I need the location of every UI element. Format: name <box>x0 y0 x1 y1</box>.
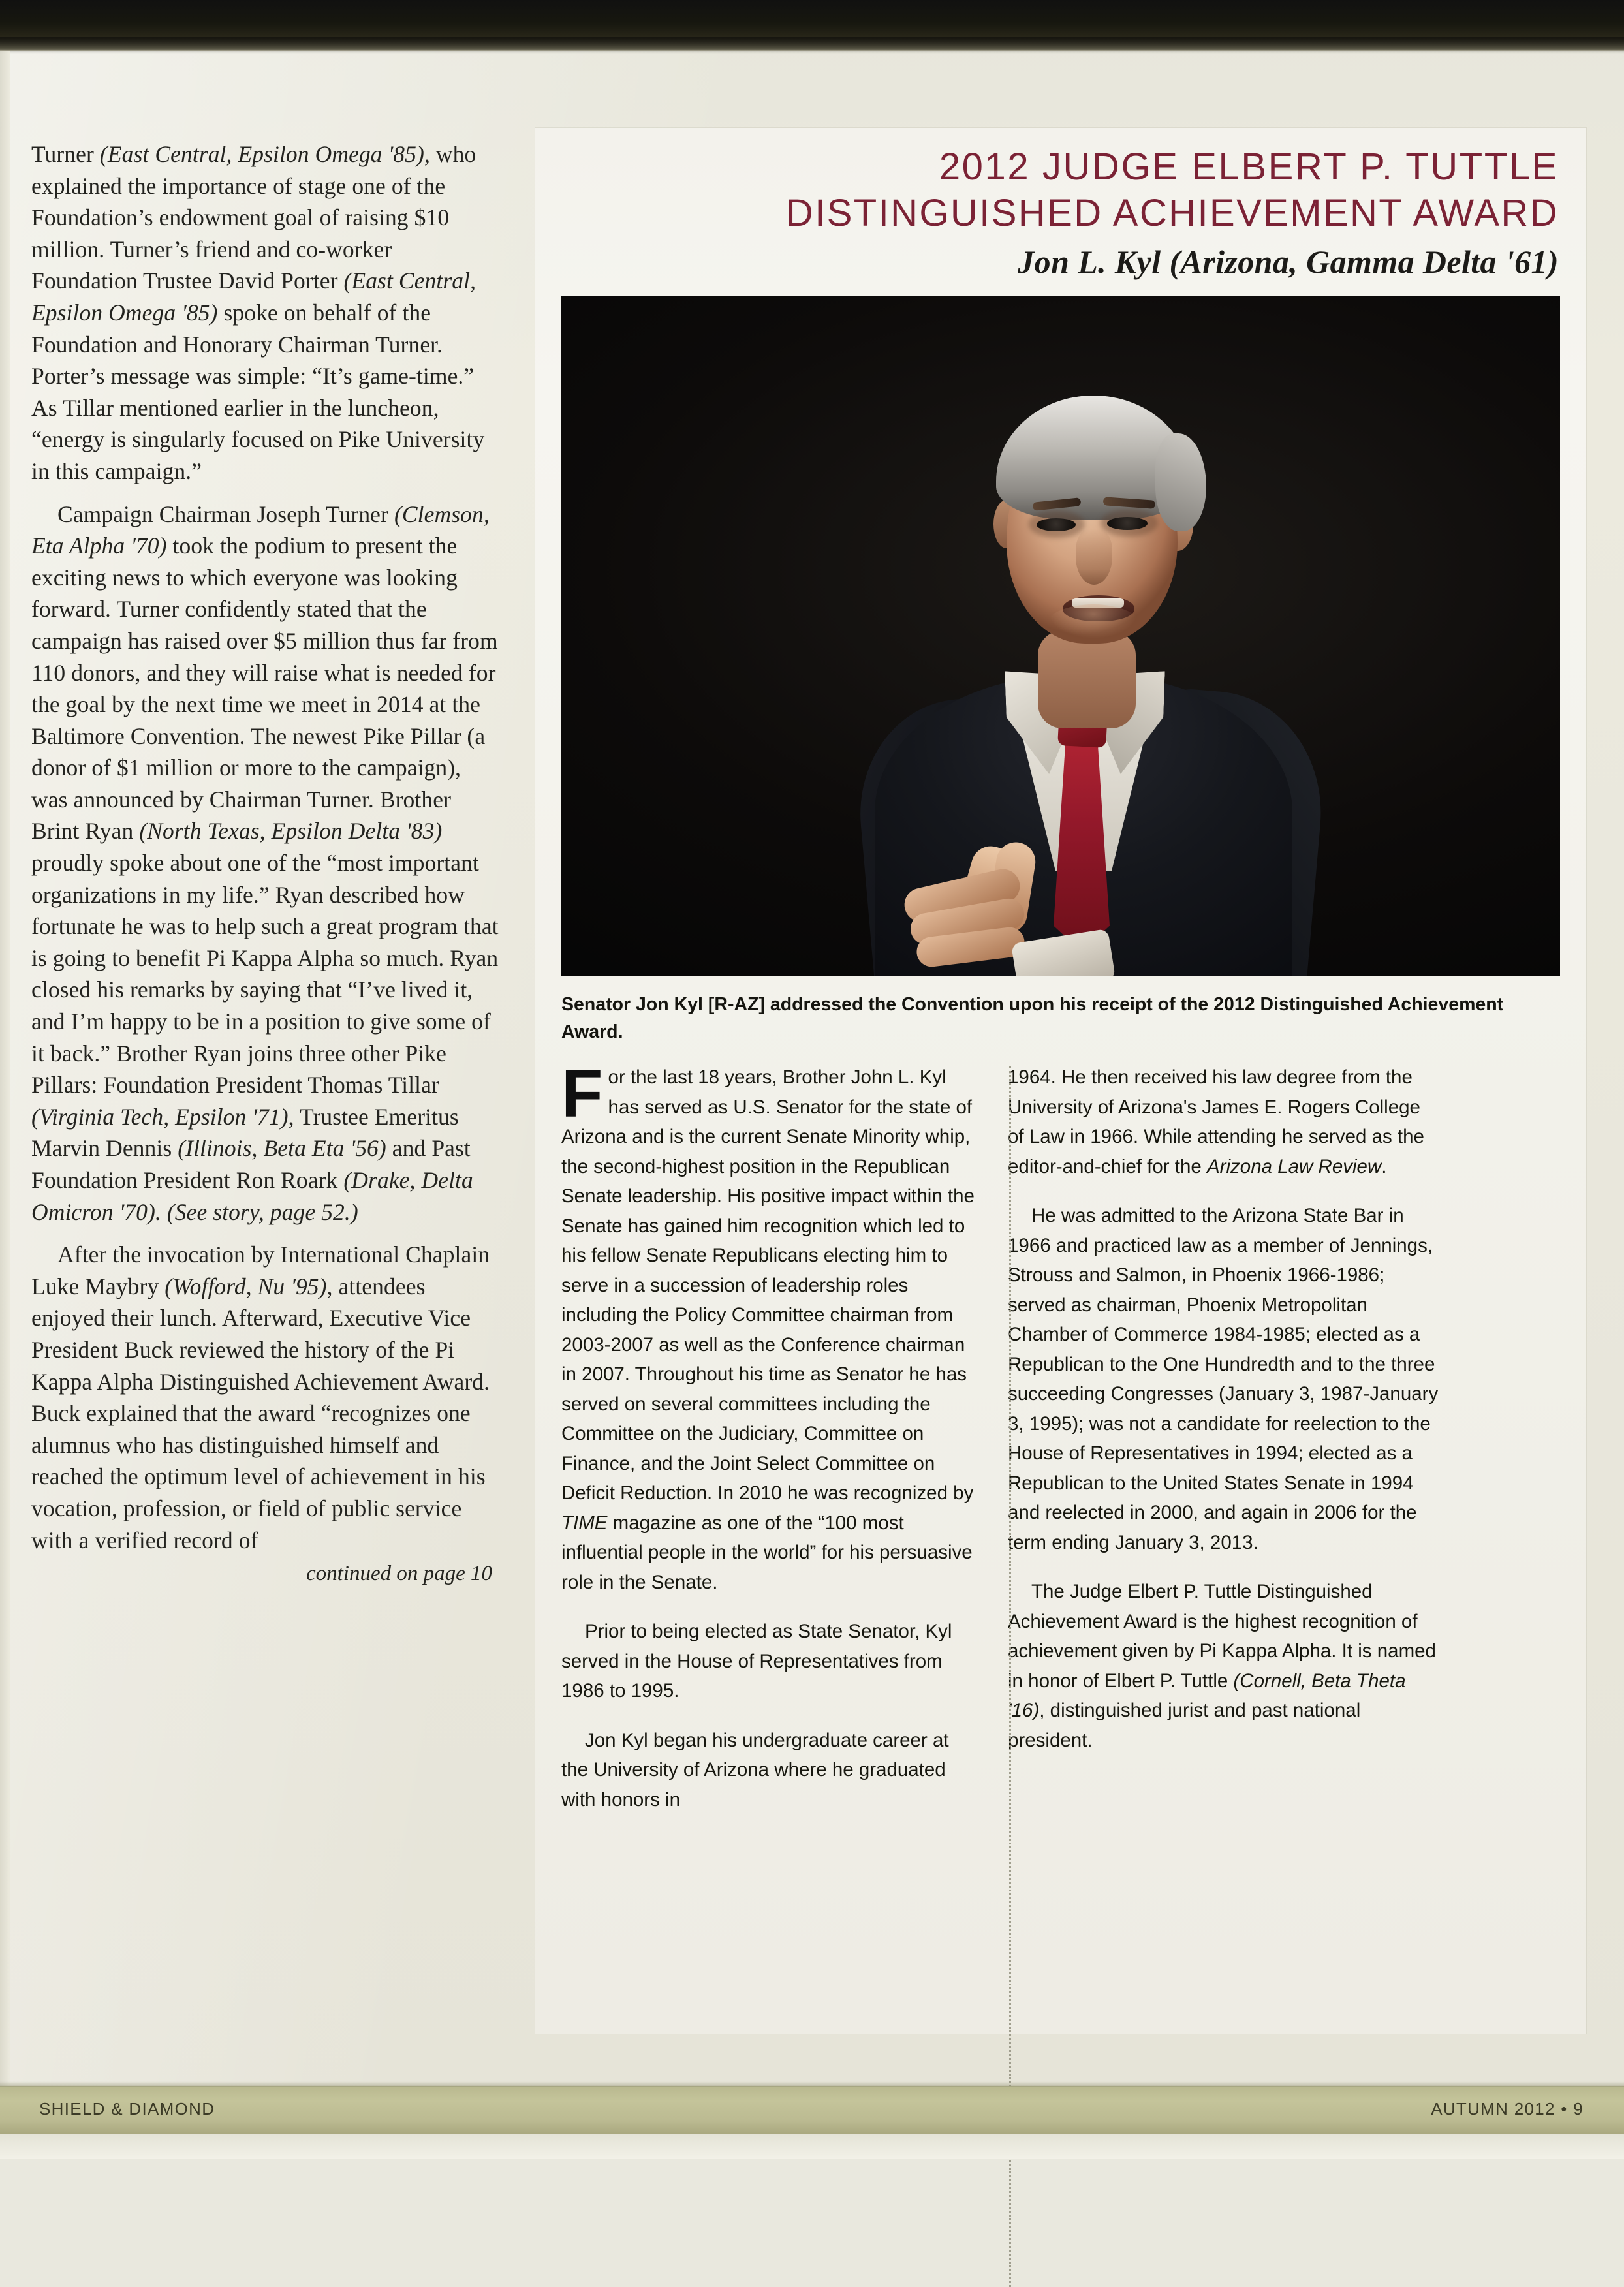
chin <box>1043 604 1144 653</box>
nose <box>1076 529 1112 585</box>
scan-top-band <box>0 0 1624 51</box>
award-body-middle-column <box>561 1056 979 1814</box>
page-bottom-edge <box>0 2134 1624 2159</box>
photo-subject <box>777 335 1364 976</box>
body-paragraph-5: He was admitted to the Arizona State Bar in 1966 and practiced law as a member of Jennings, Strouss and Salmon, in Phoenix 1966-1986; served as chairman, Phoenix Metropolitan Chamber of Commerce 1984-1985; elected as a Republican to the One Hundredth and to the three succeeding Congresses (January 3, 1987-January 3, 1995); was not a candidate for reelection to the House of Representatives in 1994; elected as a Republican to the United States Senate in 1994 and reelected in 2000, and again in 2006 for the term ending January 3, 2013. <box>1008 1205 1439 1553</box>
body-paragraph-1-text: or the last 18 years, Brother John L. Kyl has served as U.S. Senator for the state of Arizona and is the current Senate Minority whip, the second-highest position in the Republican Senate leadership. His positive impact within the Senate has gained him recognition which led to his fellow Senate Republicans electing him to serve in a succession of leadership roles including the Policy Committee chairman from 2003-2007 as well as the Conference chairman in 2007. Throughout his time as Senator he has served on several committees including the Committee on the Judiciary, Committee on Finance, and the Joint Select Committee on Deficit Reduction. In 2010 he was recognized by TIME magazine as one of the “100 most influential people in the world” for his persuasive role in the Senate. <box>561 1066 975 1593</box>
left-article-column <box>31 138 503 1589</box>
award-body-right-column <box>979 1063 1439 1814</box>
drop-cap: F <box>561 1056 603 1132</box>
eye-left <box>1037 518 1076 531</box>
hair-side <box>1155 433 1206 531</box>
clasped-hands <box>886 838 1102 976</box>
footer-issue-and-page: AUTUMN 2012 • 9 <box>1431 2099 1584 2119</box>
body-paragraph-1 <box>561 1056 979 1597</box>
page-footer-band <box>0 2086 1624 2134</box>
senator-kyl-photo <box>561 296 1560 976</box>
footer-publication-name: SHIELD & DIAMOND <box>39 2099 215 2119</box>
award-panel <box>535 128 1586 2034</box>
left-paragraph-3: After the invocation by International Chaplain Luke Maybry (Wofford, Nu '95), attendees enjoyed their lunch. Afterward, Executive Vice President Buck reviewed the history of the Pi Kappa Alpha Distinguished Achievement Award. Buck explained that the award “recognizes one alumnus who has distinguished himself and reached the optimum level of achievement in his vocation, profession, or field of public service with a verified record of <box>31 1241 490 1553</box>
award-headline-block <box>535 128 1586 287</box>
eye-right <box>1107 517 1148 530</box>
body-paragraph-2: Prior to being elected as State Senator, Kyl served in the House of Representatives from 1986 to 1995. <box>561 1621 952 1702</box>
body-paragraph-6: The Judge Elbert P. Tuttle Distinguished Achievement Award is the highest recognition of achievement given by Pi Kappa Alpha. It is named in honor of Elbert P. Tuttle (Cornell, Beta Theta '16), distinguished jurist and past national president. <box>1008 1581 1436 1751</box>
award-headline-line1: 2012 JUDGE ELBERT P. TUTTLE <box>939 146 1559 188</box>
body-paragraph-3: Jon Kyl began his undergraduate career at the University of Arizona where he graduated with honors in <box>561 1729 949 1811</box>
body-paragraph-4: 1964. He then received his law degree from the University of Arizona's James E. Rogers College of Law in 1966. While attending he served as the editor-and-chief for the Arizona Law Review. <box>1008 1066 1424 1177</box>
photo-caption: Senator Jon Kyl [R-AZ] addressed the Convention upon his receipt of the 2012 Distinguished Achievement Award. <box>561 994 1504 1042</box>
left-paragraph-1: Turner (East Central, Epsilon Omega '85), who explained the importance of stage one of the Foundation’s endowment goal of raising $10 million. Turner’s friend and co-worker Foundation Trustee David Porter (East Central, Epsilon Omega '85) spoke on behalf of the Foundation and Honorary Chairman Turner. Porter’s message was simple: “It’s game-time.” As Tillar mentioned earlier in the luncheon, “energy is singularly focused on Pike University in this campaign.” <box>31 141 485 484</box>
award-headline-line2: DISTINGUISHED ACHIEVEMENT AWARD <box>785 192 1559 234</box>
shirt-cuff <box>1011 929 1116 976</box>
left-paragraph-2: Campaign Chairman Joseph Turner (Clemson, Eta Alpha '70) took the podium to present the exciting news to which everyone was looking forward. Turner confidently stated that the campaign has raised over $5 million thus far from 110 donors, and they will raise what is needed for the goal by the next time we meet in 2014 at the Baltimore Convention. The newest Pike Pillar (a donor of $1 million or more to the campaign), was announced by Chairman Turner. Brother Brint Ryan (North Texas, Epsilon Delta '83) proudly spoke about one of the “most important organizations in my life.” Ryan described how fortunate he was to help such a great program that is going to benefit Pi Kappa Alpha so much. Ryan closed his remarks by saying that “I’ve lived it, and I’m happy to be in a position to give some of it back.” Brother Ryan joins three other Pike Pillars: Foundation President Thomas Tillar (Virginia Tech, Epsilon '71), Trustee Emeritus Marvin Dennis (Illinois, Beta Eta '56) and Past Foundation President Ron Roark (Drake, Delta Omicron '70). (See story, page 52.) <box>31 501 499 1225</box>
award-recipient-name: Jon L. Kyl (Arizona, Gamma Delta '61) <box>1018 243 1559 280</box>
award-body-columns <box>561 1056 1560 1814</box>
continued-note: continued on page 10 <box>305 1562 492 1586</box>
page-left-edge <box>0 51 10 2159</box>
